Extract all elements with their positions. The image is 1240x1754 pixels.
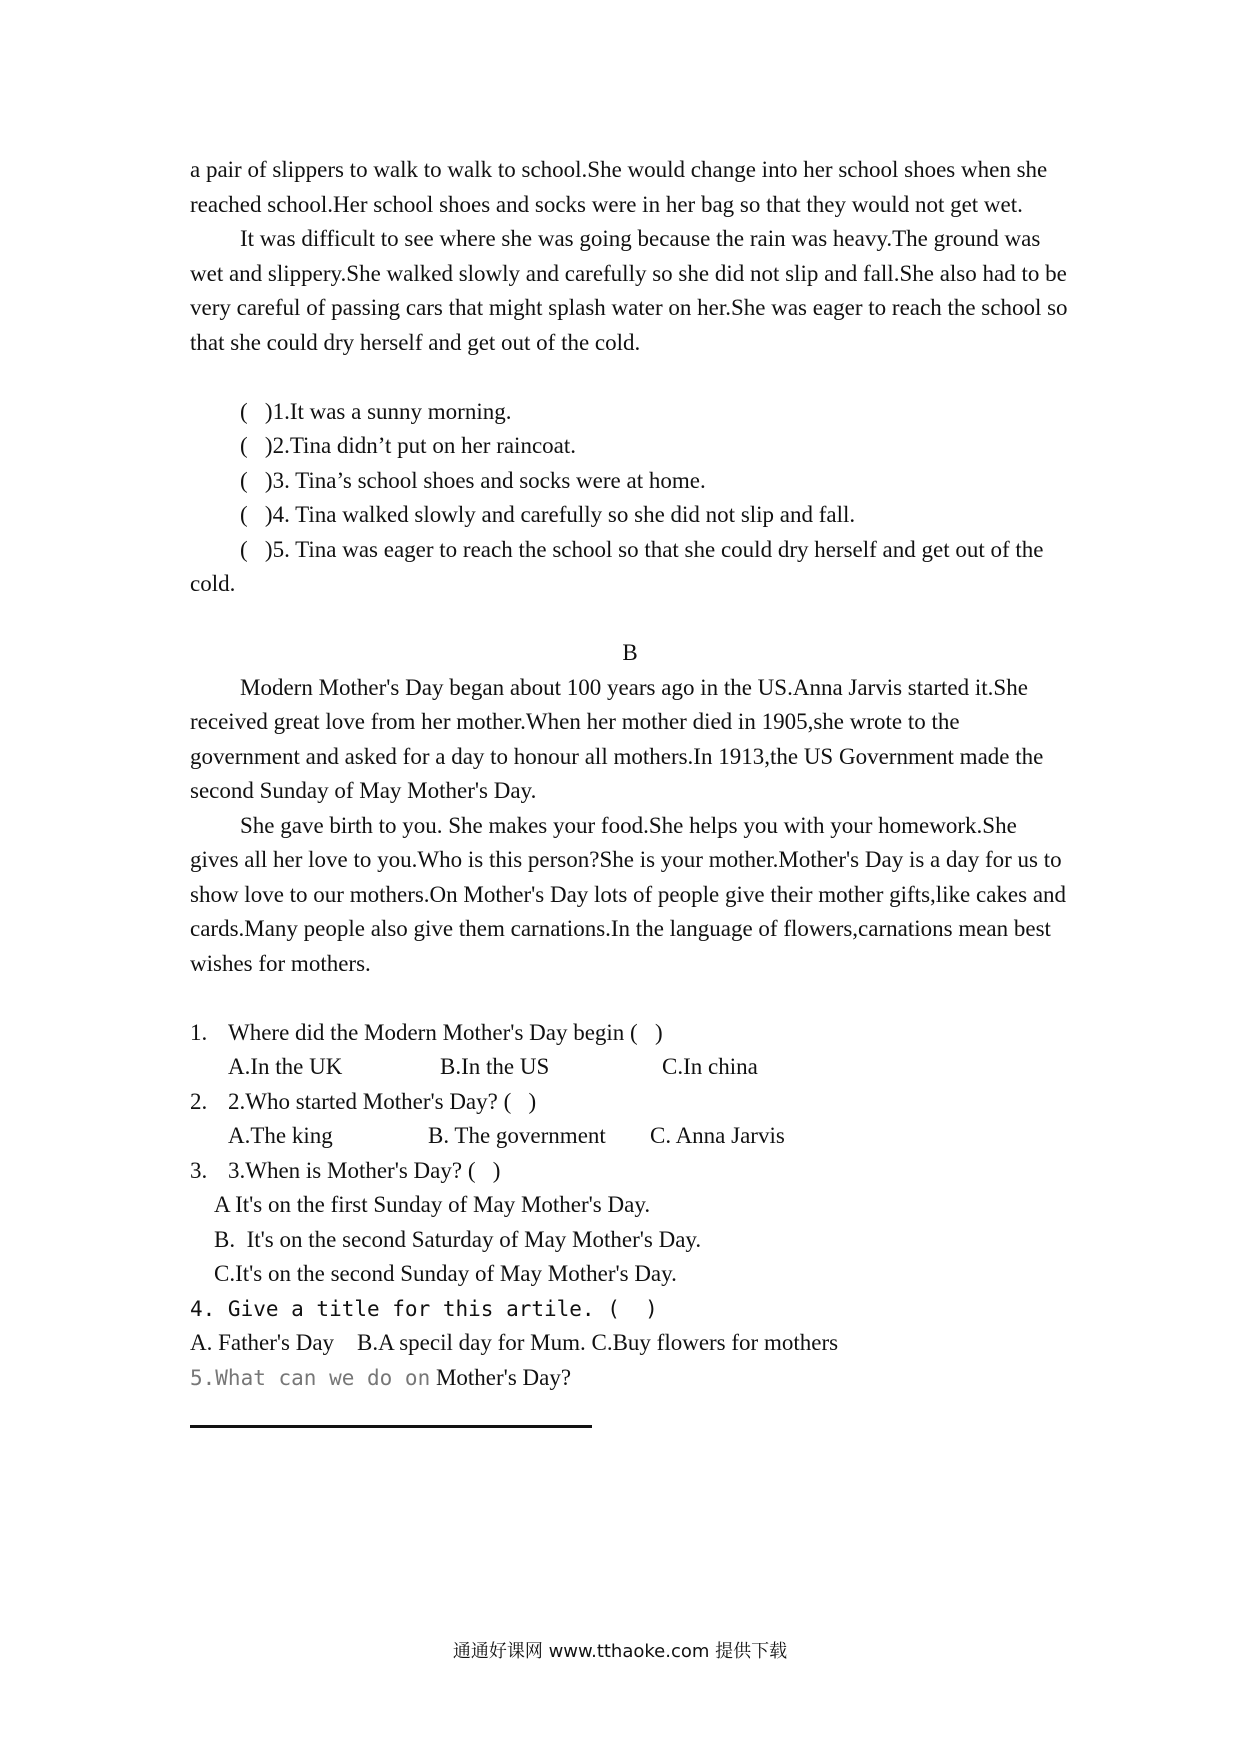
option-c: C.In china xyxy=(662,1054,758,1079)
option-c: C. Anna Jarvis xyxy=(650,1123,785,1148)
judgement-item-2: ( )2.Tina didn’t put on her raincoat. xyxy=(240,433,577,458)
question-3-option-a: A It's on the first Sunday of May Mother's Day. xyxy=(214,1192,651,1217)
question-number: 1. xyxy=(190,1019,208,1045)
spacer xyxy=(190,981,1070,1016)
judgement-item-5: ( )5. Tina was eager to reach the school so that she could dry herself and get out of the cold. xyxy=(190,536,1044,596)
question-text: 3.When is Mother's Day? ( ) xyxy=(228,1157,501,1183)
spacer xyxy=(190,360,1070,395)
judgement-item-1: ( )1.It was a sunny morning. xyxy=(240,398,512,424)
judgement-item-4: ( )4. Tina walked slowly and carefully so she did not slip and fall. xyxy=(240,502,856,527)
judgement-item-3: ( )3. Tina’s school shoes and socks were at home. xyxy=(240,467,706,493)
page-content xyxy=(190,153,1070,1428)
question-1 xyxy=(190,1016,1070,1051)
question-1-options xyxy=(190,1050,1070,1085)
question-4-options: A. Father's Day B.A specil day for Mum. C.Buy flowers for mothers xyxy=(190,1330,839,1355)
question-5 xyxy=(190,1361,1070,1396)
question-5-prefix: 5.What can we do on xyxy=(190,1365,431,1390)
question-3-option-c: C.It's on the second Sunday of May Mother's Day. xyxy=(214,1261,677,1286)
question-4: 4. Give a title for this artile. ( ) xyxy=(190,1296,658,1321)
question-number: 3. xyxy=(190,1157,208,1183)
option-a: A.The king xyxy=(228,1123,333,1148)
question-2 xyxy=(190,1085,1070,1120)
spacer xyxy=(190,602,1070,637)
question-text: Where did the Modern Mother's Day begin ( ) xyxy=(228,1019,663,1045)
page-footer: 通通好课网 www.tthaoke.com 提供下载 xyxy=(452,1641,788,1662)
question-3-option-b: B. It's on the second Saturday of May Mother's Day. xyxy=(214,1226,702,1252)
option-b: B.In the US xyxy=(440,1054,550,1079)
option-b: B. The government xyxy=(428,1123,606,1148)
question-5-suffix: Mother's Day? xyxy=(435,1364,572,1390)
passage-a-paragraph-2: It was difficult to see where she was going because the rain was heavy.The ground was wet and slippery.She walked slowly and carefully so she did not slip and fall.She also had to be very careful of passing cars that might splash water on her.She was eager to reach the school so that she could dry herself and get out of the cold. xyxy=(190,226,1068,355)
passage-b-paragraph-1: Modern Mother's Day began about 100 years ago in the US.Anna Jarvis started it.She received great love from her mother.When her mother died in 1905,she wrote to the government and asked for a day to honour all mothers.In 1913,the US Government made the second Sunday of May Mother's Day. xyxy=(190,674,1044,803)
question-text: 2.Who started Mother's Day? ( ) xyxy=(228,1088,537,1114)
question-number: 2. xyxy=(190,1088,208,1114)
answer-line xyxy=(190,1425,592,1428)
question-3 xyxy=(190,1154,1070,1189)
option-a: A.In the UK xyxy=(228,1054,343,1079)
passage-a-paragraph-1: a pair of slippers to walk to walk to school.She would change into her school shoes when she reached school.Her school shoes and socks were in her bag so that they would not get wet. xyxy=(190,157,1048,217)
section-b-heading: B xyxy=(622,640,638,665)
question-2-options xyxy=(190,1119,1070,1154)
passage-b-paragraph-2: She gave birth to you. She makes your food.She helps you with your homework.She gives all her love to you.Who is this person?She is your mother.Mother's Day is a day for us to show love to our mothers.On Mother's Day lots of people give their mother gifts,like cakes and cards.Many people also give them carnations.In the language of flowers,carnations mean best wishes for mothers. xyxy=(190,812,1067,976)
